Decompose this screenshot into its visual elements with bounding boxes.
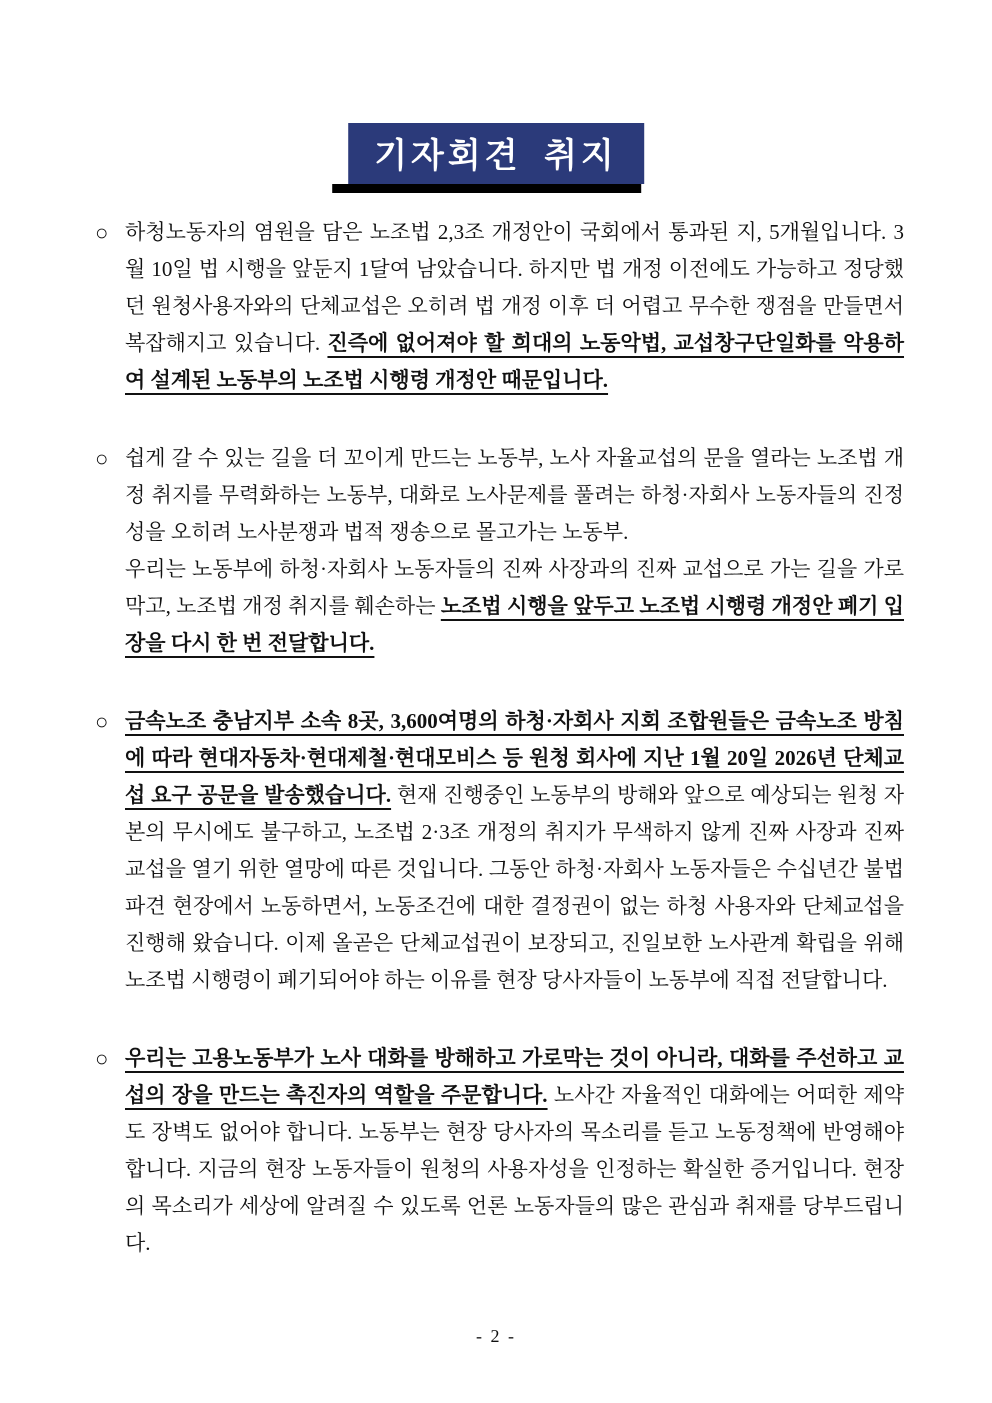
page-title: 기자회견 취지 [374, 138, 618, 175]
paragraph [95, 703, 904, 999]
emphasized-text: 우리는 고용노동부가 노사 대화를 방해하고 가로막는 것이 아니라, 대화를 주선하고 교섭의 장을 만드는 촉진자의 역할을 주문합니다. [125, 1046, 904, 1107]
body-text: 현재 진행중인 노동부의 방해와 앞으로 예상되는 원청 자본의 무시에도 불구하고, 노조법 2·3조 개정의 취지가 무색하지 않게 진짜 사장과 진짜 교섭을 열기 위한 열망에 따른 것입니다. 그동안 하청·자회사 노동자들은 수십년간 불법파견 현장에서 노동하면서, 노동조건에 대한 결정권이 없는 하청 사용자와 단체교섭을 진행해 왔습니다. 이제 올곧은 단체교섭권이 보장되고, 진일보한 노사관계 확립을 위해 노조법 시행령이 폐기되어야 하는 이유를 현장 당사자들이 노동부에 직접 전달합니다. [125, 783, 905, 992]
page-number: - 2 - [476, 1326, 516, 1346]
body-text: 노사간 자율적인 대화에는 어떠한 제약도 장벽도 없어야 합니다. 노동부는 현장 당사자의 목소리를 듣고 노동정책에 반영해야 합니다. 지금의 현장 노동자들이 원청의 사용자성을 인정하는 확실한 증거입니다. 현장의 목소리가 세상에 알려질 수 있도록 언론 노동자들의 많은 관심과 취재를 당부드립니다. [125, 1083, 905, 1255]
emphasized-text: 진즉에 없어져야 할 희대의 노동악법, 교섭창구단일화를 악용하여 설계된 노동부의 노조법 시행령 개정안 때문입니다. [125, 331, 905, 392]
paragraph [95, 214, 904, 399]
body-text: 쉽게 갈 수 있는 길을 더 꼬이게 만드는 노동부, 노사 자율교섭의 문을 열라는 노조법 개정 취지를 무력화하는 노동부, 대화로 노사문제를 풀려는 하청·자회사 노동자들의 진정성을 오히려 노사분쟁과 법적 쟁송으로 몰고가는 노동부. [125, 446, 904, 544]
page-footer [0, 1326, 992, 1347]
document-body [95, 214, 904, 1303]
body-text: 하청노동자의 염원을 담은 노조법 2,3조 개정안이 국회에서 통과된 지, 5개월입니다. 3월 10일 법 시행을 앞둔지 1달여 남았습니다. 하지만 법 개정 이전에도 가능하고 정당했던 원청사용자와의 단체교섭은 오히려 법 개정 이후 더 어렵고 무수한 쟁점을 만들면서 복잡해지고 있습니다. [125, 220, 904, 355]
bullet-circle-icon: ○ [95, 709, 109, 734]
emphasized-text: 노조법 시행을 앞두고 노조법 시행령 개정안 폐기 입장을 다시 한 번 전달합니다. [125, 594, 904, 655]
body-text: 우리는 노동부에 하청·자회사 노동자들의 진짜 사장과의 진짜 교섭으로 가는 길을 가로막고, 노조법 개정 취지를 훼손하는 [125, 557, 904, 618]
bullet-circle-icon: ○ [95, 1046, 109, 1071]
bullet-circle-icon: ○ [95, 446, 109, 471]
bullet-circle-icon: ○ [95, 220, 109, 245]
paragraph [95, 1040, 904, 1262]
paragraph [95, 440, 904, 662]
title-banner [348, 123, 644, 184]
emphasized-text: 금속노조 충남지부 소속 8곳, 3,600여명의 하청·자회사 지회 조합원들은 금속노조 방침에 따라 현대자동차·현대제철·현대모비스 등 원청 회사에 지난 1월 20일 2026년 단체교섭 요구 공문을 발송했습니다. [125, 709, 904, 807]
